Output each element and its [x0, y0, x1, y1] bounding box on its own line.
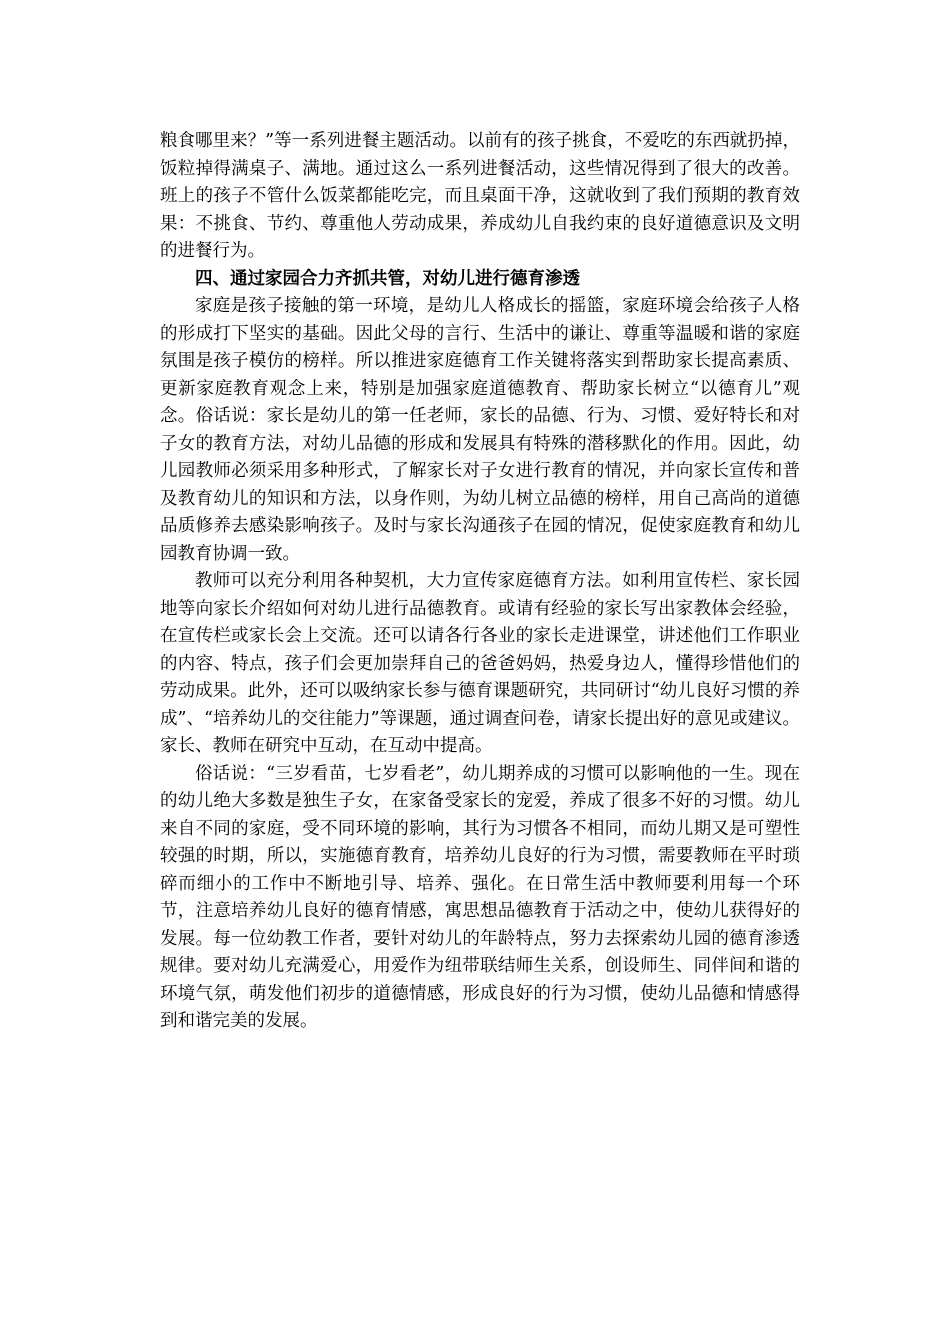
document-page: [160, 128, 800, 1036]
paragraph-family-environment: 家庭是孩子接触的第一环境，是幼儿人格成长的摇篮，家庭环境会给孩子人格的形成打下坚实的基础。因此父母的言行、生活中的谦让、尊重等温暖和谐的家庭氛围是孩子模仿的榜样。所以推进家庭德育工作关键将落实到帮助家长提高素质、更新家庭教育观念上来，特别是加强家庭道德教育、帮助家长树立“以德育儿”观念。俗话说：家长是幼儿的第一任老师，家长的品德、行为、习惯、爱好特长和对子女的教育方法，对幼儿品德的形成和发展具有特殊的潜移默化的作用。因此，幼儿园教师必须采用多种形式，了解家长对子女进行教育的情况，并向家长宣传和普及教育幼儿的知识和方法，以身作则，为幼儿树立品德的榜样，用自己高尚的道德品质修养去感染影响孩子。及时与家长沟通孩子在园的情况，促使家庭教育和幼儿园教育协调一致。: [160, 296, 800, 564]
paragraph-teacher-opportunities: 教师可以充分利用各种契机，大力宣传家庭德育方法。如利用宣传栏、家长园地等向家长介绍如何对幼儿进行品德教育。或请有经验的家长写出家教体会经验，在宣传栏或家长会上交流。还可以请各行各业的家长走进课堂，讲述他们工作职业的内容、特点，孩子们会更加崇拜自己的爸爸妈妈，热爱身边人，懂得珍惜他们的劳动成果。此外，还可以吸纳家长参与德育课题研究，共同研讨“幼儿良好习惯的养成”、“培养幼儿的交往能力”等课题，通过调查问卷，请家长提出好的意见或建议。家长、教师在研究中互动，在互动中提高。: [160, 571, 800, 756]
section-heading: 四、通过家园合力齐抓共管，对幼儿进行德育渗透: [195, 268, 580, 289]
continuation-paragraph: 粮食哪里来？”等一系列进餐主题活动。以前有的孩子挑食，不爱吃的东西就扔掉，饭粒掉得满桌子、满地。通过这么一系列进餐活动，这些情况得到了很大的改善。班上的孩子不管什么饭菜都能吃完，而且桌面干净，这就收到了我们预期的教育效果：不挑食、节约、尊重他人劳动成果，养成幼儿自我约束的良好道德意识及文明的进餐行为。: [160, 131, 800, 261]
paragraph-habits-proverb: 俗话说：“三岁看苗，七岁看老”，幼儿期养成的习惯可以影响他的一生。现在的幼儿绝大多数是独生子女，在家备受家长的宠爱，养成了很多不好的习惯。幼儿来自不同的家庭，受不同环境的影响，其行为习惯各不相同，而幼儿期又是可塑性较强的时期，所以，实施德育教育，培养幼儿良好的行为习惯，需要教师在平时琐碎而细小的工作中不断地引导、培养、强化。在日常生活中教师要利用每一个环节，注意培养幼儿良好的德育情感，寓思想品德教育于活动之中，使幼儿获得好的发展。每一位幼教工作者，要针对幼儿的年龄特点，努力去探索幼儿园的德育渗透规律。要对幼儿充满爱心，用爱作为纽带联结师生关系，创设师生、同伴间和谐的环境气氛，萌发他们初步的道德情感，形成良好的行为习惯，使幼儿品德和情感得到和谐完美的发展。: [160, 763, 800, 1031]
